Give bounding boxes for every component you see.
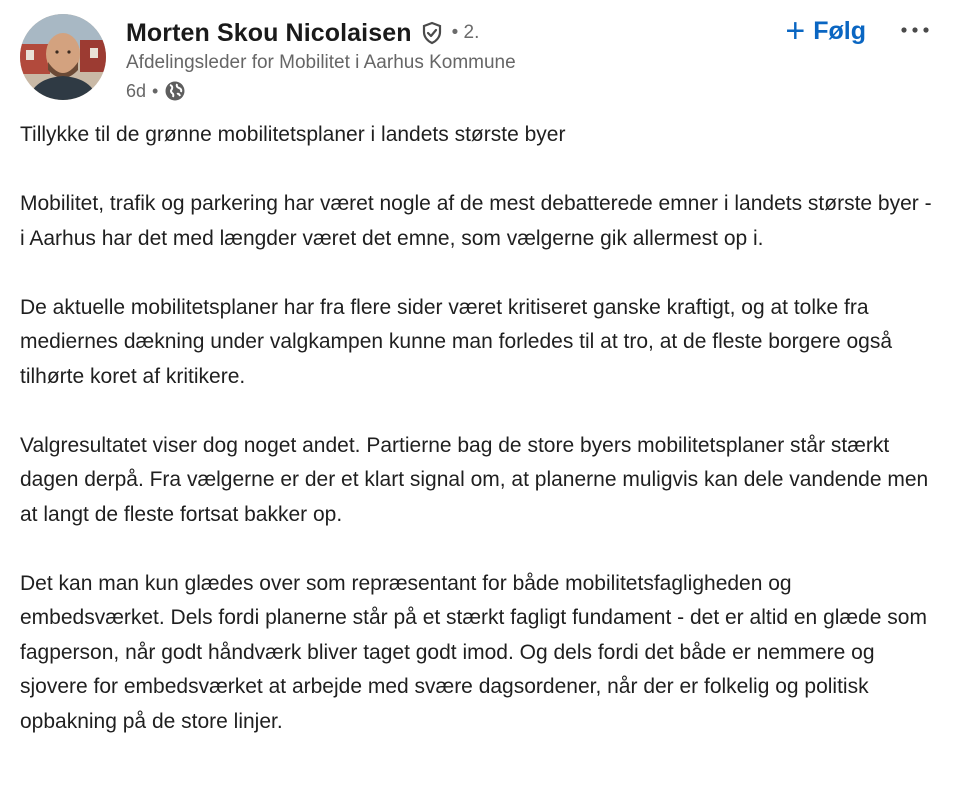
post-paragraph: De aktuelle mobilitetsplaner har fra flere sider været kritiseret ganske kraftigt, og at tolke fra mediernes dækning under valgkampen kunne man forledes til at tro, at de fleste borgere også tilhørte koret af kritikere. xyxy=(20,295,893,388)
ellipsis-icon xyxy=(898,16,934,46)
plus-icon: + xyxy=(785,12,806,50)
globe-icon xyxy=(164,80,186,102)
post-header xyxy=(20,14,940,106)
verified-shield-icon xyxy=(420,21,444,45)
post-time-row xyxy=(126,80,516,102)
author-meta xyxy=(126,16,516,102)
author-name[interactable]: Morten Skou Nicolaisen xyxy=(126,18,412,47)
avatar-photo xyxy=(20,14,106,100)
post-paragraph: Mobilitet, trafik og parkering har været nogle af de mest debatterede emner i landets største byer - i Aarhus har det med længder været det emne, som vælgerne gik allermest op i. xyxy=(20,192,932,250)
follow-label: Følg xyxy=(813,16,866,45)
connection-degree: • 2. xyxy=(451,22,480,43)
post-body xyxy=(20,118,940,774)
more-options-button[interactable] xyxy=(898,16,934,46)
post-time: 6d xyxy=(126,80,147,101)
post-paragraph: Valgresultatet viser dog noget andet. Partierne bag de store byers mobilitetsplaner står stærkt dagen derpå. Fra vælgerne er der et klart signal om, at planerne muligvis kan dele vandende men at langt de fleste fortsat bakker op. xyxy=(20,433,929,526)
time-separator: • xyxy=(152,80,159,101)
author-avatar[interactable] xyxy=(20,14,106,100)
follow-button[interactable] xyxy=(785,14,866,48)
post-paragraph: Det kan man kun glædes over som repræsentant for både mobilitetsfagligheden og embedsværket. Dels fordi planerne står på et stærkt fagligt fundament - det er altid en glæde som fagperson, når godt håndværk bliver taget godt imod. Og dels fordi det både er nemmere og sjovere for embedsværket at arbejde med svære dagsordener, når der er folkelig og politisk opbakning på de store linjer. xyxy=(20,571,927,733)
author-name-row xyxy=(126,16,516,50)
post-paragraph: Tillykke til de grønne mobilitetsplaner i landets største byer xyxy=(20,123,566,146)
author-headline: Afdelingsleder for Mobilitet i Aarhus Kommune xyxy=(126,52,516,73)
